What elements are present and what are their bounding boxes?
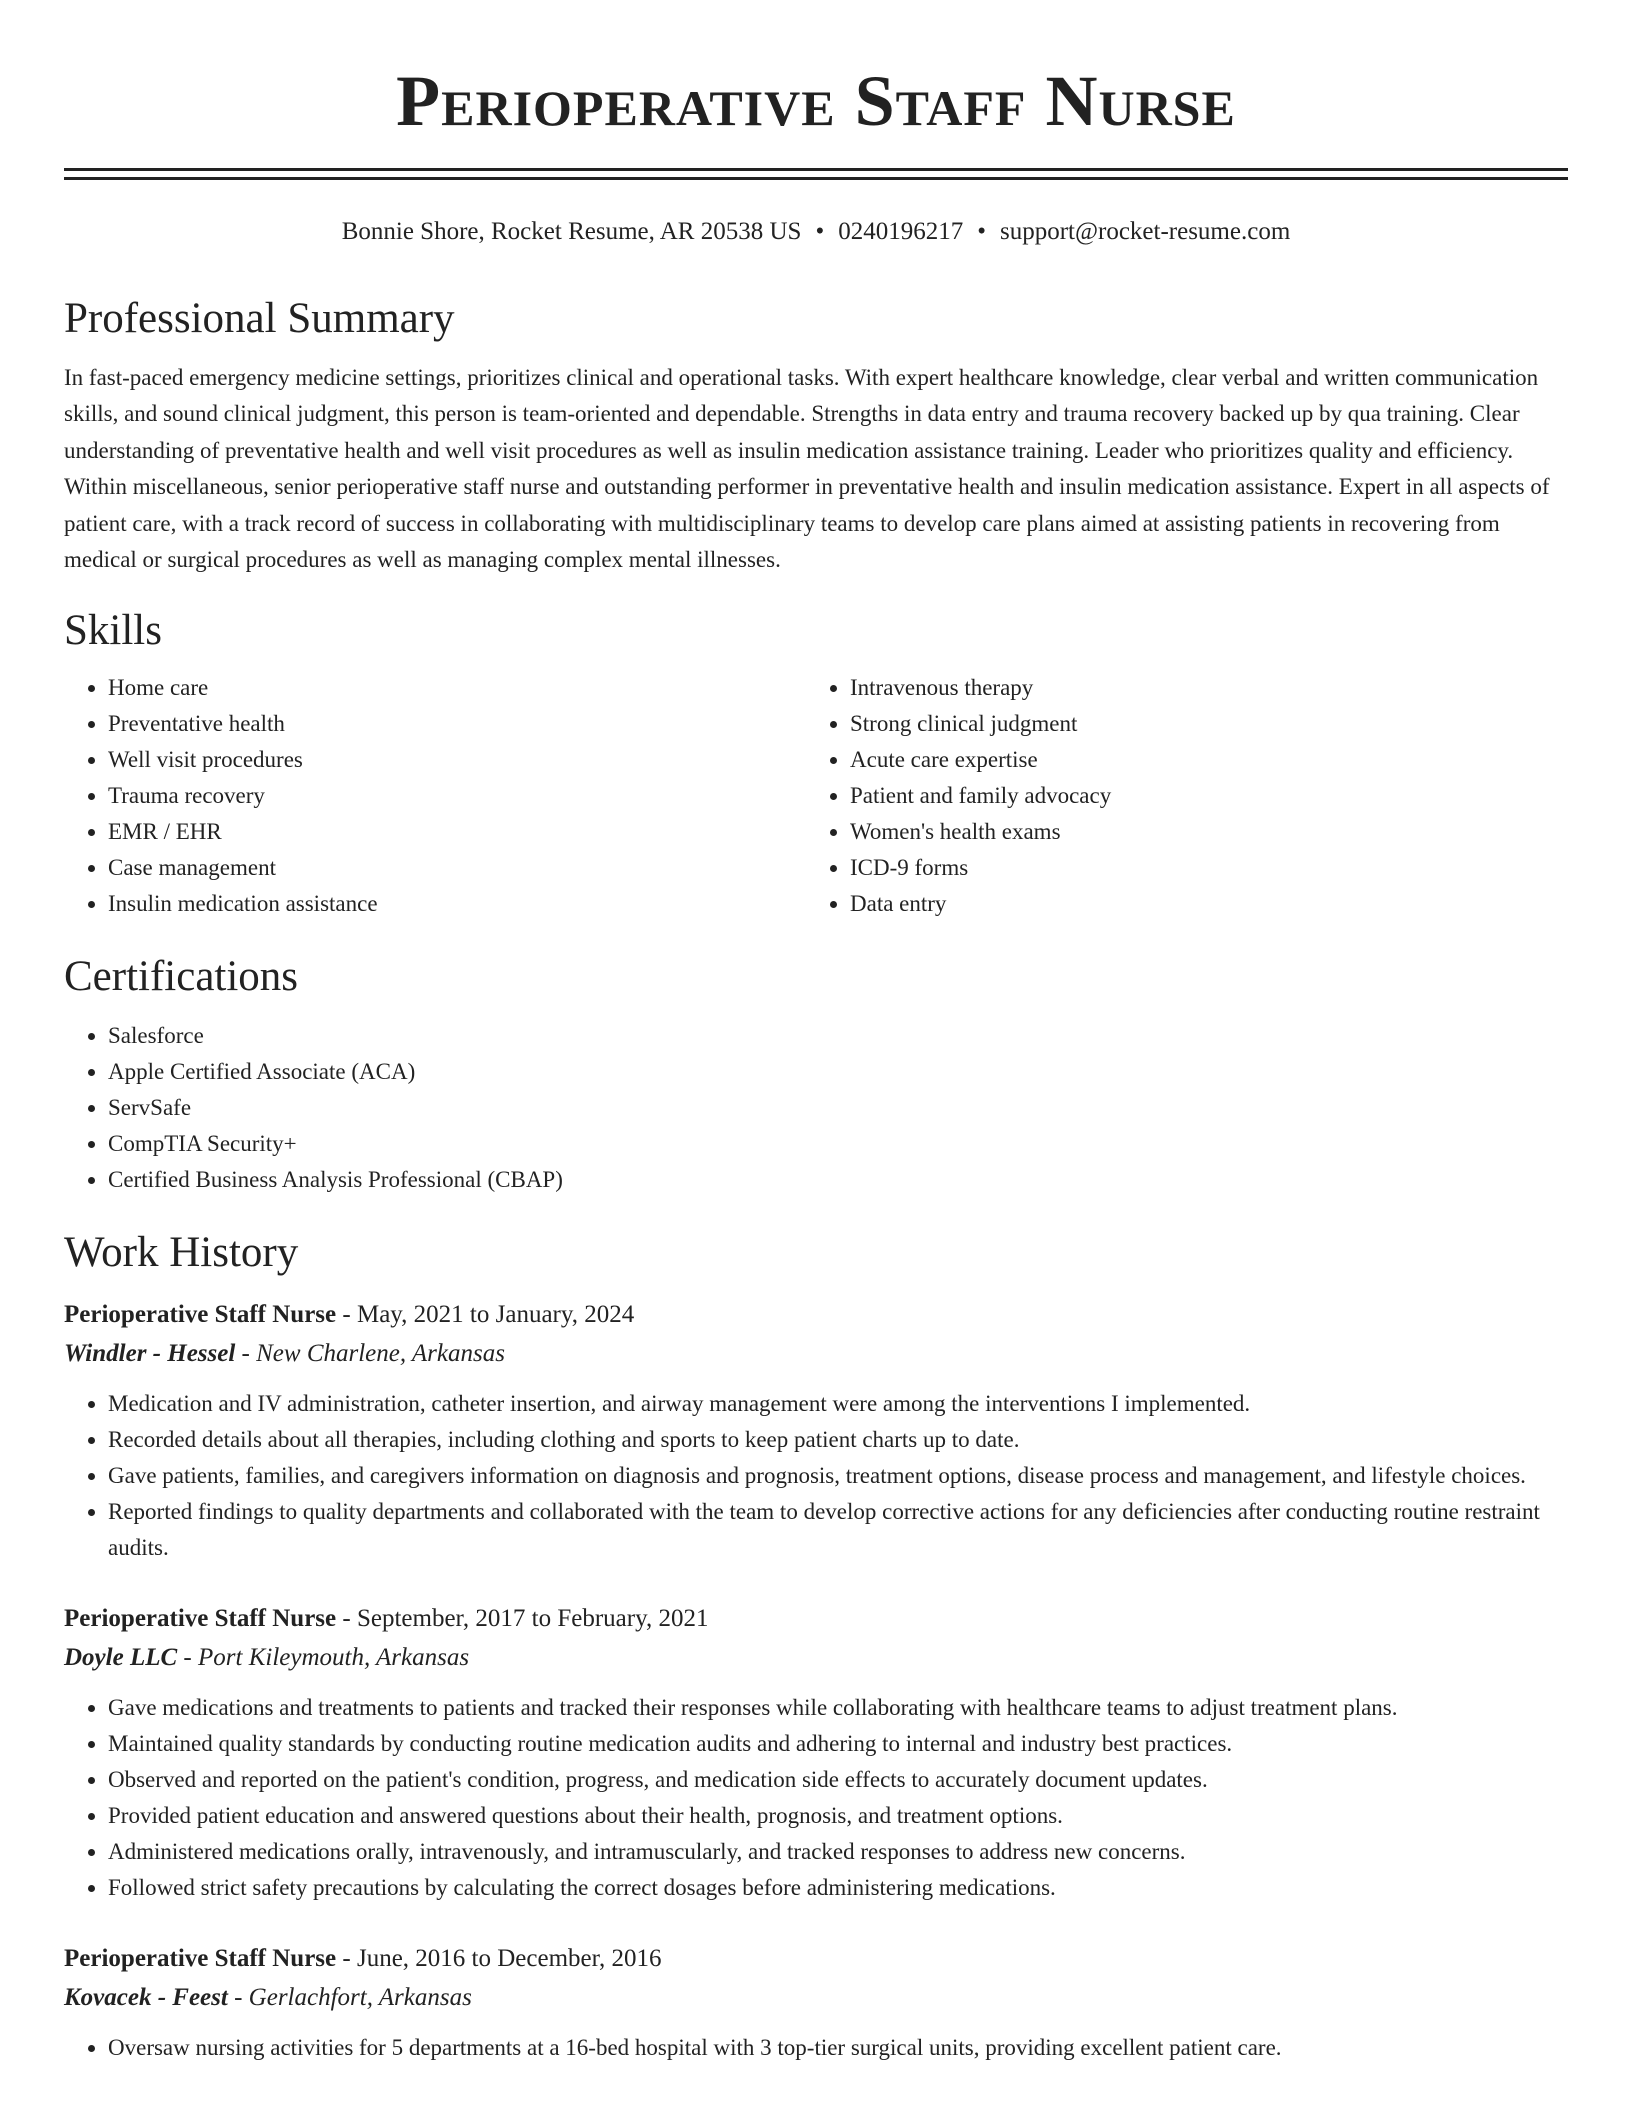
skill-item: • Insulin medication assistance bbox=[108, 886, 806, 922]
skills-grid bbox=[64, 670, 1568, 922]
job-heading bbox=[64, 1600, 1568, 1638]
job-title: Perioperative Staff Nurse bbox=[64, 1945, 337, 1973]
job-company-line bbox=[64, 1334, 1568, 1374]
contact-phone: 0240196217 bbox=[838, 218, 964, 245]
certifications-list bbox=[64, 1018, 1568, 1198]
job-duty: • Followed strict safety precautions by calculating the correct dosages before administering medications. bbox=[108, 1870, 1568, 1906]
job-duty: • Reported findings to quality departments and collaborated with the team to develop corrective actions for any deficiencies after conducting routine restraint audits. bbox=[108, 1494, 1568, 1566]
job-duty: • Gave medications and treatments to patients and tracked their responses while collaborating with healthcare teams to adjust treatment plans. bbox=[108, 1690, 1568, 1726]
skill-item: • Patient and family advocacy bbox=[850, 778, 1548, 814]
job-duties bbox=[64, 1386, 1568, 1566]
job-heading bbox=[64, 1296, 1568, 1334]
job-company-line bbox=[64, 1638, 1568, 1678]
job-duties bbox=[64, 1690, 1568, 1906]
job-duty: • Provided patient education and answered questions about their health, prognosis, and treatment options. bbox=[108, 1798, 1568, 1834]
job-company: Doyle LLC bbox=[64, 1644, 178, 1672]
skills-column-left bbox=[64, 670, 806, 922]
work-history-heading: Work History bbox=[64, 1229, 299, 1277]
skill-item: • Strong clinical judgment bbox=[850, 706, 1548, 742]
contact-separator: • bbox=[815, 218, 825, 245]
job-heading bbox=[64, 1940, 1568, 1978]
job-location: - Port Kileymouth, Arkansas bbox=[177, 1644, 470, 1672]
contact-line bbox=[64, 216, 1568, 248]
certification-item: • CompTIA Security+ bbox=[108, 1126, 1568, 1162]
job-entry bbox=[64, 1600, 1568, 1906]
candidate-name: Perioperative Staff Nurse bbox=[396, 61, 1236, 141]
skill-item: • Preventative health bbox=[108, 706, 806, 742]
job-company-line bbox=[64, 1978, 1568, 2018]
skill-item: • Trauma recovery bbox=[108, 778, 806, 814]
skill-item: • Intravenous therapy bbox=[850, 670, 1548, 706]
certification-item: • Apple Certified Associate (ACA) bbox=[108, 1054, 1568, 1090]
skill-item: • EMR / EHR bbox=[108, 814, 806, 850]
header-divider-bottom bbox=[64, 177, 1568, 180]
job-title: Perioperative Staff Nurse bbox=[64, 1301, 337, 1329]
job-entry bbox=[64, 1940, 1568, 2066]
skills-heading: Skills bbox=[64, 607, 162, 655]
job-duty: • Administered medications orally, intravenously, and intramuscularly, and tracked responses to address new concerns. bbox=[108, 1834, 1568, 1870]
job-location: - New Charlene, Arkansas bbox=[235, 1340, 505, 1368]
job-duty: • Oversaw nursing activities for 5 departments at a 16-bed hospital with 3 top-tier surgical units, providing excellent patient care. bbox=[108, 2030, 1568, 2066]
job-title: Perioperative Staff Nurse bbox=[64, 1605, 337, 1633]
job-dates: - June, 2016 to December, 2016 bbox=[336, 1945, 662, 1973]
job-duty: • Maintained quality standards by conducting routine medication audits and adhering to internal and industry best practices. bbox=[108, 1726, 1568, 1762]
skill-item: • Women's health exams bbox=[850, 814, 1548, 850]
skills-column-right bbox=[806, 670, 1548, 922]
skill-item: • Case management bbox=[108, 850, 806, 886]
job-dates: - September, 2017 to February, 2021 bbox=[336, 1605, 709, 1633]
job-company: Windler - Hessel bbox=[64, 1340, 236, 1368]
job-duties bbox=[64, 2030, 1568, 2066]
job-location: - Gerlachfort, Arkansas bbox=[227, 1984, 472, 2012]
job-company: Kovacek - Feest bbox=[64, 1984, 228, 2012]
certifications-heading: Certifications bbox=[64, 953, 299, 1001]
summary-heading: Professional Summary bbox=[64, 295, 455, 342]
job-dates: - May, 2021 to January, 2024 bbox=[336, 1301, 635, 1329]
skill-item: • Data entry bbox=[850, 886, 1548, 922]
certification-item: • Certified Business Analysis Professional (CBAP) bbox=[108, 1162, 1568, 1198]
job-duty: • Recorded details about all therapies, including clothing and sports to keep patient charts up to date. bbox=[108, 1422, 1568, 1458]
skill-item: • Well visit procedures bbox=[108, 742, 806, 778]
certification-item: • ServSafe bbox=[108, 1090, 1568, 1126]
skill-item: • ICD-9 forms bbox=[850, 850, 1548, 886]
skill-item: • Home care bbox=[108, 670, 806, 706]
summary-text: In fast-paced emergency medicine settings, prioritizes clinical and operational tasks. With expert healthcare knowledge, clear verbal and written communication skills, and sound clinical judgment, this person is team-oriented and dependable. Strengths in data entry and trauma recovery backed up by qua training. Clear understanding of preventative health and well visit procedures as well as insulin medication assistance training. Leader who prioritizes quality and efficiency. Within miscellaneous, senior perioperative staff nurse and outstanding performer in preventative health and insulin medication assistance. Expert in all aspects of patient care, with a track record of success in collaborating with multidisciplinary teams to develop care plans aimed at assisting patients in recovering from medical or surgical procedures as well as managing complex mental illnesses. bbox=[64, 365, 1550, 573]
contact-address: Bonnie Shore, Rocket Resume, AR 20538 US bbox=[341, 218, 802, 245]
contact-email: support@rocket-resume.com bbox=[999, 218, 1291, 245]
skill-item: • Acute care expertise bbox=[850, 742, 1548, 778]
header-divider-top bbox=[64, 168, 1568, 171]
job-duty: • Observed and reported on the patient's condition, progress, and medication side effects to accurately document updates. bbox=[108, 1762, 1568, 1798]
job-entry bbox=[64, 1296, 1568, 1566]
contact-separator: • bbox=[977, 218, 986, 245]
job-duty: • Medication and IV administration, catheter insertion, and airway management were among the interventions I implemented. bbox=[108, 1386, 1568, 1422]
certification-item: • Salesforce bbox=[108, 1018, 1568, 1054]
job-duty: • Gave patients, families, and caregivers information on diagnosis and prognosis, treatment options, disease process and management, and lifestyle choices. bbox=[108, 1458, 1568, 1494]
